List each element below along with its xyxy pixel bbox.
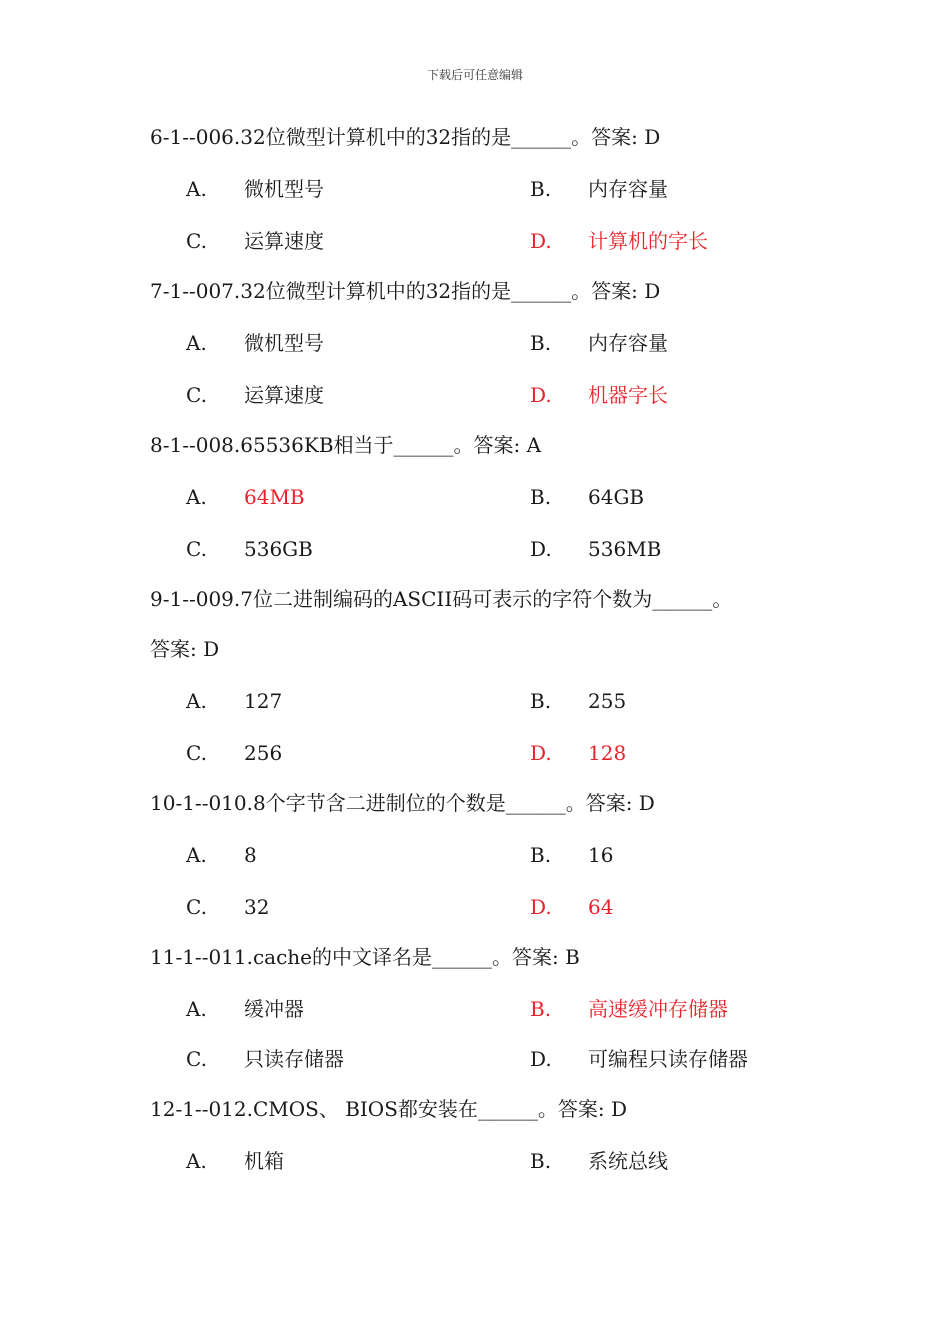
- option-d-correct: D. 64: [530, 895, 614, 919]
- option-c: C. 32: [186, 895, 270, 919]
- option-d: D. 536MB: [530, 537, 662, 561]
- question-stem: 7-1--007.32位微型计算机中的32指的是______。答案: D: [150, 279, 661, 303]
- question-answer: 答案: D: [150, 637, 220, 661]
- option-c: C. 运算速度: [186, 229, 324, 253]
- question-stem: 8-1--008.65536KB相当于______。答案: A: [150, 433, 542, 457]
- option-a: A. 机箱: [186, 1149, 284, 1173]
- question-stem: 12-1--012.CMOS、 BIOS都安装在______。答案: D: [150, 1097, 628, 1121]
- option-c: C. 只读存储器: [186, 1047, 344, 1071]
- option-b: B. 64GB: [530, 485, 645, 509]
- option-a-correct: A. 64MB: [186, 485, 305, 509]
- option-d-correct: D. 128: [530, 741, 627, 765]
- page-header: 下载后可任意编辑: [426, 68, 523, 82]
- option-d-correct: D. 机器字长: [530, 383, 668, 407]
- option-d-correct: D. 计算机的字长: [530, 229, 708, 253]
- option-c: C. 256: [186, 741, 283, 765]
- option-a: A. 8: [186, 843, 257, 867]
- option-b-correct: B. 高速缓冲存储器: [530, 997, 728, 1021]
- question-stem: 9-1--009.7位二进制编码的ASCII码可表示的字符个数为______。: [150, 587, 733, 611]
- option-a: A. 微机型号: [186, 331, 324, 355]
- question-stem: 6-1--006.32位微型计算机中的32指的是______。答案: D: [150, 125, 661, 149]
- option-d: D. 可编程只读存储器: [530, 1047, 748, 1071]
- option-b: B. 内存容量: [530, 331, 668, 355]
- option-b: B. 16: [530, 843, 614, 867]
- question-stem: 10-1--010.8个字节含二进制位的个数是______。答案: D: [150, 791, 655, 815]
- option-b: B. 系统总线: [530, 1149, 668, 1173]
- option-b: B. 255: [530, 689, 627, 713]
- option-b: B. 内存容量: [530, 177, 668, 201]
- option-a: A. 微机型号: [186, 177, 324, 201]
- option-a: A. 127: [186, 689, 283, 713]
- option-a: A. 缓冲器: [186, 997, 304, 1021]
- question-stem: 11-1--011.cache的中文译名是______。答案: B: [150, 945, 580, 969]
- option-c: C. 运算速度: [186, 383, 324, 407]
- option-c: C. 536GB: [186, 537, 313, 561]
